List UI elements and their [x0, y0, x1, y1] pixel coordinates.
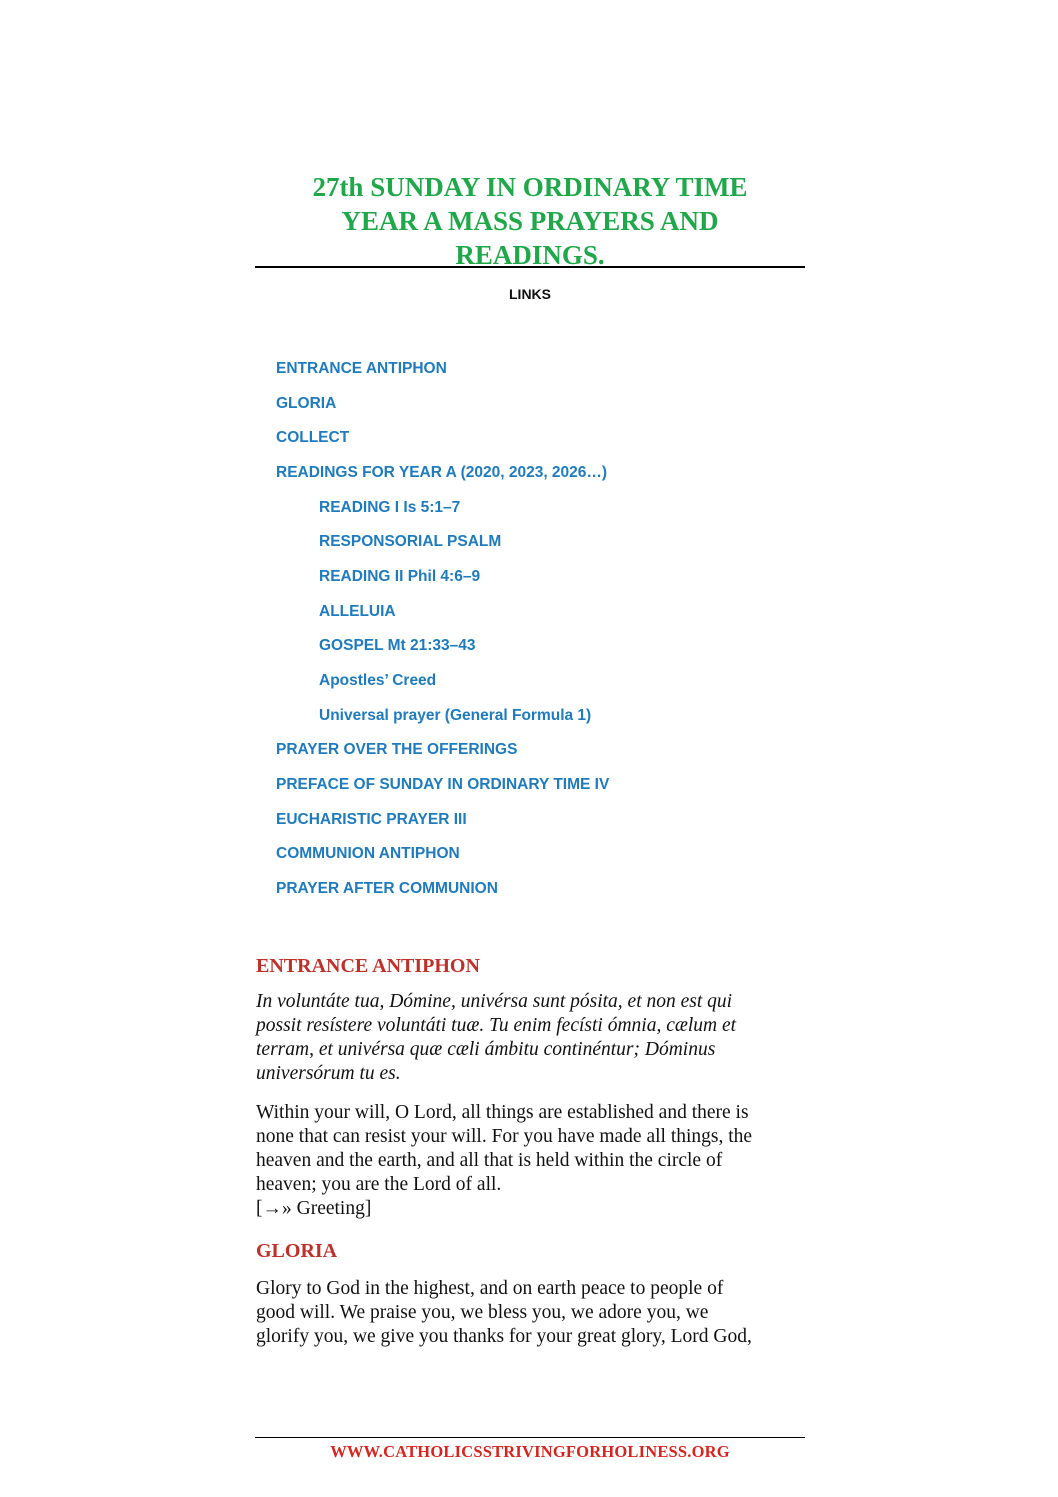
toc-link-apostles-creed[interactable]: Apostles’ Creed [319, 672, 437, 689]
gloria-line: Glory to God in the highest, and on earth peace to people of [256, 1278, 724, 1299]
latin-line: possit resístere voluntáti tuæ. Tu enim fecísti ómnia, cælum et [256, 1015, 737, 1036]
gloria-line: good will. We praise you, we bless you, we adore you, we [256, 1302, 709, 1323]
gloria-text [256, 1277, 816, 1349]
footer-website-link[interactable]: WWW.CATHOLICSSTRIVINGFORHOLINESS.ORG [330, 1442, 730, 1461]
toc-link-readings-year-a[interactable]: READINGS FOR YEAR A (2020, 2023, 2026…) [276, 464, 608, 481]
toc-link-prayer-after-communion[interactable]: PRAYER AFTER COMMUNION [276, 880, 498, 897]
toc-link-entrance-antiphon[interactable]: ENTRANCE ANTIPHON [276, 360, 447, 377]
english-line: heaven and the earth, and all that is held within the circle of [256, 1150, 723, 1171]
greeting-link[interactable]: [→» Greeting] [256, 1198, 372, 1219]
latin-line: universórum tu es. [256, 1063, 401, 1084]
gloria-line: glorify you, we give you thanks for your great glory, Lord God, [256, 1326, 752, 1347]
entrance-antiphon-latin [256, 990, 816, 1086]
toc-link-gloria[interactable]: GLORIA [276, 395, 337, 412]
gloria-heading: GLORIA [256, 1240, 338, 1262]
toc-link-prayer-over-offerings[interactable]: PRAYER OVER THE OFFERINGS [276, 741, 518, 758]
latin-line: terram, et univérsa quæ cæli ámbitu continéntur; Dóminus [256, 1039, 716, 1060]
toc-link-preface[interactable]: PREFACE OF SUNDAY IN ORDINARY TIME IV [276, 776, 610, 793]
english-line: heaven; you are the Lord of all. [256, 1174, 502, 1195]
toc-link-alleluia[interactable]: ALLELUIA [319, 603, 396, 620]
english-line: none that can resist your will. For you have made all things, the [256, 1126, 753, 1147]
toc-link-responsorial-psalm[interactable]: RESPONSORIAL PSALM [319, 533, 502, 550]
entrance-antiphon-heading: ENTRANCE ANTIPHON [256, 955, 480, 977]
title-line-1: 27th SUNDAY IN ORDINARY TIME [312, 172, 748, 202]
toc-link-collect[interactable]: COLLECT [276, 429, 350, 446]
entrance-antiphon-english [256, 1101, 816, 1221]
toc-link-eucharistic-prayer[interactable]: EUCHARISTIC PRAYER III [276, 811, 467, 828]
footer-divider [255, 1437, 805, 1438]
title-line-2: YEAR A MASS PRAYERS AND [341, 206, 719, 236]
toc-link-reading-1[interactable]: READING I Is 5:1–7 [319, 499, 461, 516]
latin-line: In voluntáte tua, Dómine, univérsa sunt pósita, et non est qui [256, 991, 733, 1012]
toc-link-universal-prayer[interactable]: Universal prayer (General Formula 1) [319, 707, 592, 724]
english-line: Within your will, O Lord, all things are established and there is [256, 1102, 749, 1123]
toc-link-reading-2[interactable]: READING II Phil 4:6–9 [319, 568, 481, 585]
title-line-3: READINGS. [455, 240, 605, 270]
links-heading: LINKS [509, 286, 551, 302]
toc-link-communion-antiphon[interactable]: COMMUNION ANTIPHON [276, 845, 460, 862]
toc-link-gospel[interactable]: GOSPEL Mt 21:33–43 [319, 637, 476, 654]
